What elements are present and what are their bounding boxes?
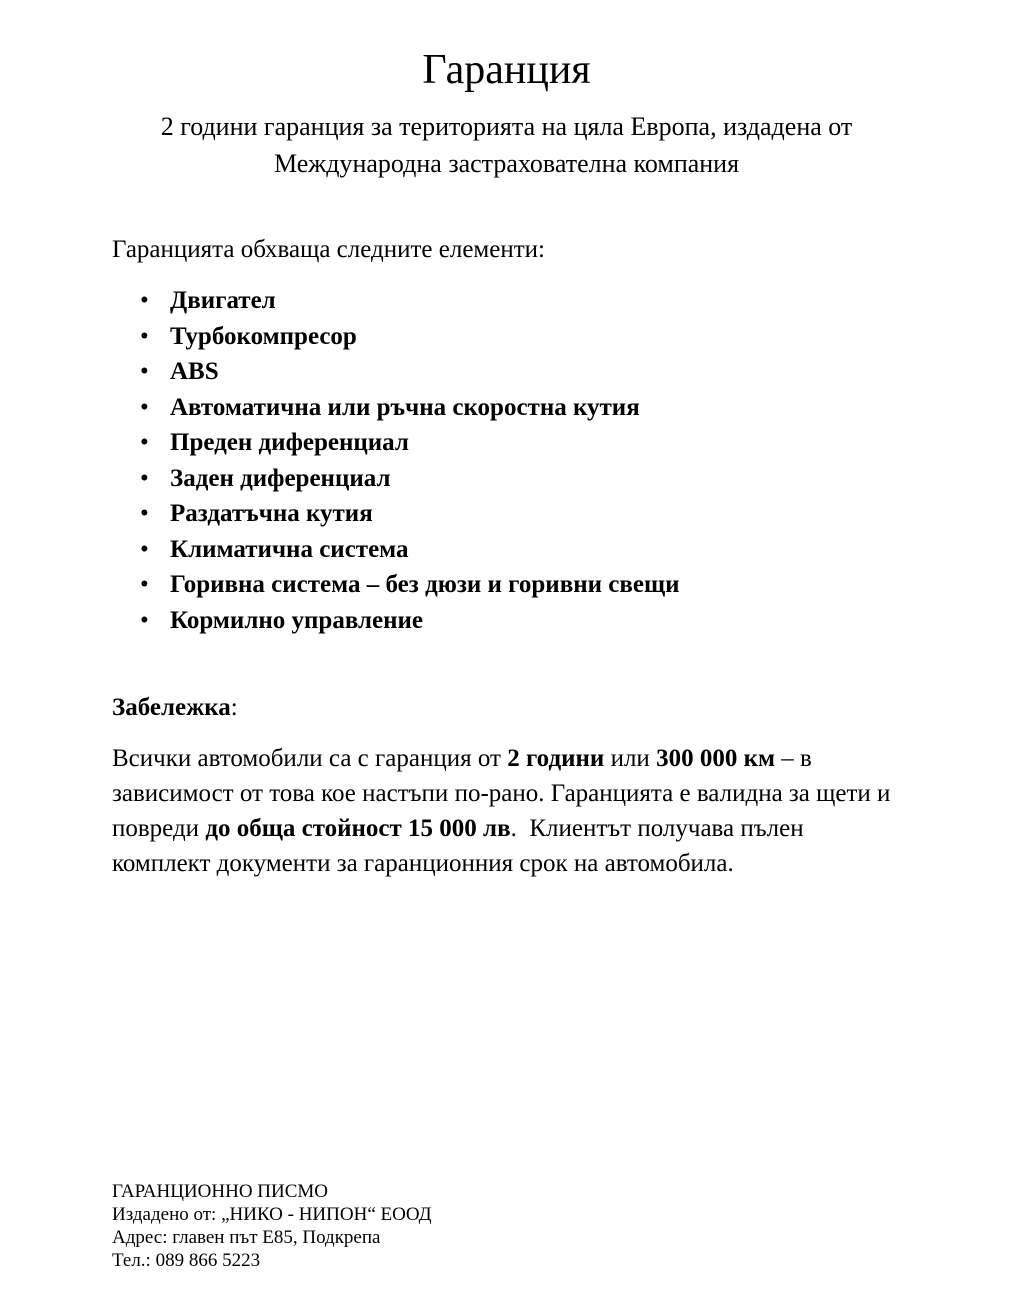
- list-item: [112, 567, 679, 603]
- bullet-icon: •: [140, 535, 149, 563]
- list-item-label: Климатична система: [170, 535, 409, 563]
- note-heading: [112, 694, 238, 722]
- bullet-icon: •: [140, 322, 149, 350]
- bullet-icon: •: [140, 393, 149, 421]
- list-item: [112, 425, 679, 461]
- list-item-label: Раздатъчна кутия: [170, 500, 373, 527]
- note-run: Всички автомобили са с гаранция от: [112, 745, 508, 772]
- list-item-label: Заден диференциал: [170, 464, 391, 492]
- page-title: Гаранция: [422, 47, 591, 93]
- subtitle-line-1: 2 години гаранция за територията на цяла Европа, издадена от: [160, 112, 853, 141]
- bullet-icon: •: [140, 287, 149, 314]
- note-run: – в зависимост от това кое настъпи по-рано. Гаранцията е валидна за щети и повреди: [112, 745, 891, 842]
- note-run: . Клиентът получава пълен комплект документи за гаранционния срок на автомобила.: [112, 815, 804, 877]
- footer-line-issuer: Издадено от: „НИКО - НИПОН“ ЕООД: [112, 1204, 432, 1225]
- subtitle: [0, 108, 1013, 182]
- list-item-label: Турбокомпресор: [170, 322, 357, 350]
- list-item: [112, 496, 679, 532]
- coverage-list: [112, 283, 679, 638]
- list-item: [112, 354, 679, 390]
- coverage-intro: Гаранцията обхваща следните елементи:: [112, 236, 545, 263]
- list-item: [112, 532, 679, 568]
- note-heading-colon: :: [230, 694, 238, 721]
- note-run: или: [604, 745, 657, 772]
- list-item: [112, 319, 679, 355]
- footer-line-phone: Тел.: 089 866 5223: [112, 1250, 261, 1271]
- bullet-icon: •: [140, 358, 149, 385]
- list-item: [112, 603, 679, 639]
- footer-block: [112, 1180, 432, 1272]
- bullet-icon: •: [140, 606, 149, 634]
- list-item: [112, 461, 679, 497]
- note-run-bold: 300 000 км: [656, 745, 775, 772]
- bullet-icon: •: [140, 464, 149, 492]
- note-paragraph: [112, 741, 894, 881]
- list-item-label: Преден диференциал: [170, 429, 409, 456]
- list-item-label: Горивна система – без дюзи и горивни свещи: [170, 571, 680, 598]
- list-item: [112, 283, 679, 319]
- bullet-icon: •: [140, 571, 149, 598]
- footer-line-doc-type: ГАРАНЦИОННО ПИСМО: [112, 1181, 329, 1202]
- note-run-bold: до обща стойност 15 000 лв: [205, 815, 511, 842]
- bullet-icon: •: [140, 500, 149, 527]
- list-item-label: ABS: [170, 358, 219, 385]
- list-item-label: Двигател: [170, 287, 276, 314]
- note-run-bold: 2 години: [507, 745, 605, 772]
- bullet-icon: •: [140, 429, 149, 456]
- list-item-label: Автоматична или ръчна скоростна кутия: [170, 393, 640, 421]
- list-item: [112, 390, 679, 426]
- note-heading-word: Забележка: [112, 694, 231, 721]
- footer-line-address: Адрес: главен път Е85, Подкрепа: [112, 1227, 381, 1248]
- subtitle-line-2: Международна застрахователна компания: [273, 149, 740, 178]
- list-item-label: Кормилно управление: [170, 606, 424, 634]
